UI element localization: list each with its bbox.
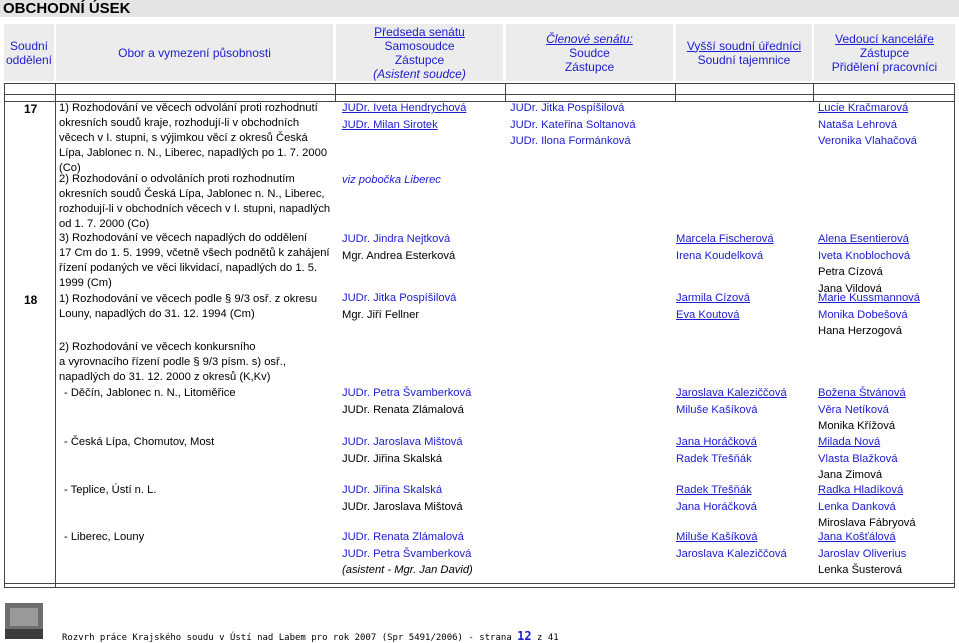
officer-name: Jana Horáčková bbox=[676, 500, 757, 513]
office-name: Jana Vildová bbox=[818, 282, 882, 295]
scope-line: 17 Cm do 1. 5. 1999, včetně všech podnětů k zahájení bbox=[59, 247, 330, 259]
header-chair bbox=[336, 24, 503, 81]
scope-item bbox=[59, 101, 334, 176]
officers-list bbox=[676, 385, 787, 418]
officer-name: Irena Koudelková bbox=[676, 249, 764, 262]
officer-name: Miluše Kašíková bbox=[676, 403, 758, 416]
judge-name: JUDr. Jiřina Skalská bbox=[342, 452, 443, 465]
office-name: Lenka Danková bbox=[818, 500, 896, 513]
member-name: JUDr. Ilona Formánková bbox=[510, 135, 631, 147]
court-building-icon bbox=[5, 603, 43, 639]
header-label: Soudní bbox=[9, 38, 49, 53]
header-label: Předseda senátu bbox=[374, 24, 465, 39]
officers-list bbox=[676, 290, 750, 323]
member-name: JUDr. Jitka Pospíšilová bbox=[510, 102, 625, 114]
officers-list bbox=[676, 529, 787, 562]
department-number: 18 bbox=[24, 293, 38, 307]
divider bbox=[55, 83, 56, 587]
judge-name: JUDr. Renata Zlámalová bbox=[342, 531, 464, 543]
officer-name: Radek Třešňák bbox=[676, 452, 752, 465]
footer-text: Rozvrh práce Krajského soudu v Ústí nad Labem pro rok 2007 (Spr 5491/2006) - strana bbox=[62, 633, 512, 643]
officer-name: Miluše Kašíková bbox=[676, 531, 758, 543]
district-name: - Děčín, Jablonec n. N., Litoměřice bbox=[64, 387, 236, 399]
judge-name: Mgr. Jiří Fellner bbox=[342, 308, 420, 321]
judge-name: JUDr. Petra Švamberková bbox=[342, 387, 472, 399]
office-list bbox=[818, 529, 906, 579]
scope-line: 1999 (Cm) bbox=[59, 277, 112, 289]
scope-line: napadlých do 31. 12. 2000 z okresů (K,Kv) bbox=[59, 371, 271, 383]
scope-line: (Co) bbox=[59, 162, 81, 174]
header-label: Soudní tajemnice bbox=[697, 52, 791, 67]
scope-line: Lípa, Jablonec n. N., Liberec, napadlých po 1. 7. 2000 bbox=[59, 147, 328, 159]
office-name: Vlasta Blažková bbox=[818, 452, 898, 465]
member-name: JUDr. Kateřina Soltanová bbox=[510, 118, 636, 131]
office-name: Alena Esentierová bbox=[818, 233, 909, 245]
office-name: Věra Netíková bbox=[818, 403, 889, 416]
scope-line: od 1. 7. 2000 (Co) bbox=[59, 218, 150, 230]
judge-name: JUDr. Jiřina Skalská bbox=[342, 484, 443, 496]
chair-list bbox=[342, 529, 473, 579]
officer-name: Eva Koutová bbox=[676, 308, 740, 321]
office-name: Monika Dobešová bbox=[818, 308, 908, 321]
header-label: (Asistent soudce) bbox=[373, 66, 466, 81]
office-name: Petra Cízová bbox=[818, 266, 883, 278]
chair-list bbox=[342, 100, 466, 133]
chair-list bbox=[342, 231, 455, 264]
office-list bbox=[818, 434, 898, 484]
chair-list bbox=[342, 434, 463, 467]
members-list bbox=[510, 100, 636, 150]
scope-item bbox=[59, 231, 334, 291]
district-name: - Česká Lípa, Chomutov, Most bbox=[64, 436, 215, 448]
header-label: Zástupce bbox=[564, 59, 615, 74]
department-number: 17 bbox=[24, 102, 38, 116]
header-label: Obor a vymezení působnosti bbox=[118, 45, 271, 60]
officers-list bbox=[676, 231, 774, 264]
scope-line: a vyrovnacího řízení podle § 9/3 písm. s) osř., bbox=[59, 356, 286, 368]
header-members bbox=[506, 24, 673, 81]
district-name: - Teplice, Ústí n. L. bbox=[64, 484, 157, 496]
office-list bbox=[818, 231, 910, 297]
office-name: Hana Herzogová bbox=[818, 325, 902, 337]
officer-name: Jana Horáčková bbox=[676, 436, 757, 448]
scope-line: řízení podaných ve věci likvidací, napadlých do 1. 5. bbox=[59, 262, 318, 274]
scope-item bbox=[59, 172, 334, 232]
divider bbox=[4, 587, 955, 588]
chair-list bbox=[342, 290, 456, 323]
office-name: Veronika Vlahačová bbox=[818, 135, 917, 147]
office-name: Božena Štvánová bbox=[818, 387, 906, 399]
scope-item bbox=[59, 340, 334, 385]
scope-line: okresních soudů kraje, rozhodují-li v obchodních bbox=[59, 117, 300, 129]
office-name: Milada Nová bbox=[818, 436, 881, 448]
scope-item bbox=[59, 292, 334, 322]
header-label: Soudce bbox=[569, 45, 610, 60]
header-label: Zástupce bbox=[859, 45, 910, 60]
scope-line: 1) Rozhodování ve věcech odvolání proti rozhodnutí bbox=[59, 102, 318, 114]
header-office bbox=[814, 24, 955, 81]
office-name: Lucie Kračmarová bbox=[818, 102, 909, 114]
office-name: Nataša Lehrová bbox=[818, 118, 897, 131]
scope-line: 1) Rozhodování ve věcech podle § 9/3 osř. z okresu bbox=[59, 293, 318, 305]
office-list bbox=[818, 385, 906, 435]
officers-list bbox=[676, 434, 757, 467]
judge-name: Mgr. Andrea Esterková bbox=[342, 249, 456, 262]
scope-line: 2) Rozhodování ve věcech konkursního bbox=[59, 341, 256, 353]
officer-name: Jaroslava Kaleziččová bbox=[676, 547, 787, 560]
officer-name: Marcela Fischerová bbox=[676, 233, 774, 245]
judge-name: JUDr. Milan Sirotek bbox=[342, 118, 438, 131]
section-title: OBCHODNÍ ÚSEK bbox=[0, 0, 959, 17]
judge-name: JUDr. Jindra Nejtková bbox=[342, 233, 451, 245]
header-label: Vyšší soudní úředníci bbox=[686, 38, 802, 53]
officer-name: Radek Třešňák bbox=[676, 484, 752, 496]
header-label: oddělení bbox=[5, 52, 53, 67]
header-label: Zástupce bbox=[394, 52, 445, 67]
scope-line: 3) Rozhodování ve věcech napadlých do oddělení bbox=[59, 232, 308, 244]
chair-list: viz pobočka Liberec bbox=[342, 174, 441, 186]
chair-list bbox=[342, 385, 471, 418]
scope-line: věcech v I. stupni, s výjimkou věcí z okresů Česká bbox=[59, 132, 308, 144]
header-label: Vedoucí kanceláře bbox=[835, 31, 934, 46]
judge-name: JUDr. Iveta Hendrychová bbox=[342, 102, 467, 114]
page-footer bbox=[62, 629, 559, 643]
office-name: Radka Hladíková bbox=[818, 484, 904, 496]
scope-line: okresních soudů Česká Lípa, Jablonec n. N., Liberec, bbox=[59, 188, 325, 200]
judge-name: JUDr. Jaroslava Mištová bbox=[342, 500, 463, 513]
scope-line: 2) Rozhodování o odvoláních proti rozhodnutím bbox=[59, 173, 295, 185]
divider bbox=[4, 83, 5, 587]
officers-list bbox=[676, 482, 757, 515]
divider bbox=[505, 83, 506, 101]
chair-list bbox=[342, 482, 463, 515]
header-label: Členové senátu: bbox=[546, 31, 633, 46]
divider bbox=[335, 83, 336, 101]
page-total: z 41 bbox=[537, 633, 559, 643]
office-name: Lenka Šusterová bbox=[818, 564, 902, 576]
office-list bbox=[818, 290, 920, 340]
office-name: Miroslava Fábryová bbox=[818, 517, 916, 529]
divider bbox=[813, 83, 814, 101]
header-label: Přidělení pracovníci bbox=[831, 59, 938, 74]
scope-line: rozhodují-li v obchodních věcech v I. stupni, napadlých bbox=[59, 203, 331, 215]
divider bbox=[675, 83, 676, 101]
office-list bbox=[818, 482, 916, 532]
header-label: Samosoudce bbox=[384, 38, 455, 53]
district-name: - Liberec, Louny bbox=[64, 531, 145, 543]
judge-name: JUDr. Renata Zlámalová bbox=[342, 403, 464, 416]
assistant-name: (asistent - Mgr. Jan David) bbox=[342, 564, 473, 576]
scope-line: Louny, napadlých do 31. 12. 1994 (Cm) bbox=[59, 308, 255, 320]
judge-name: JUDr. Jaroslava Mištová bbox=[342, 436, 463, 448]
office-name: Iveta Knoblochová bbox=[818, 249, 911, 262]
officer-name: Jarmila Cízová bbox=[676, 292, 750, 304]
header-scope bbox=[56, 24, 333, 81]
judge-name: JUDr. Petra Švamberková bbox=[342, 547, 472, 560]
office-name: Jana Zimová bbox=[818, 469, 883, 481]
office-list bbox=[818, 100, 917, 150]
divider bbox=[4, 583, 955, 584]
office-name: Jana Košťálová bbox=[818, 531, 896, 543]
office-name: Marie Kussmannová bbox=[818, 292, 920, 304]
officer-name: Jaroslava Kaleziččová bbox=[676, 387, 787, 399]
header-officers bbox=[676, 24, 812, 81]
divider bbox=[954, 83, 955, 587]
office-name: Monika Křížová bbox=[818, 420, 896, 432]
judge-name: JUDr. Jitka Pospíšilová bbox=[342, 292, 457, 304]
header-department bbox=[4, 24, 54, 81]
office-name: Jaroslav Oliverius bbox=[818, 547, 907, 560]
page-number: 12 bbox=[517, 629, 532, 643]
